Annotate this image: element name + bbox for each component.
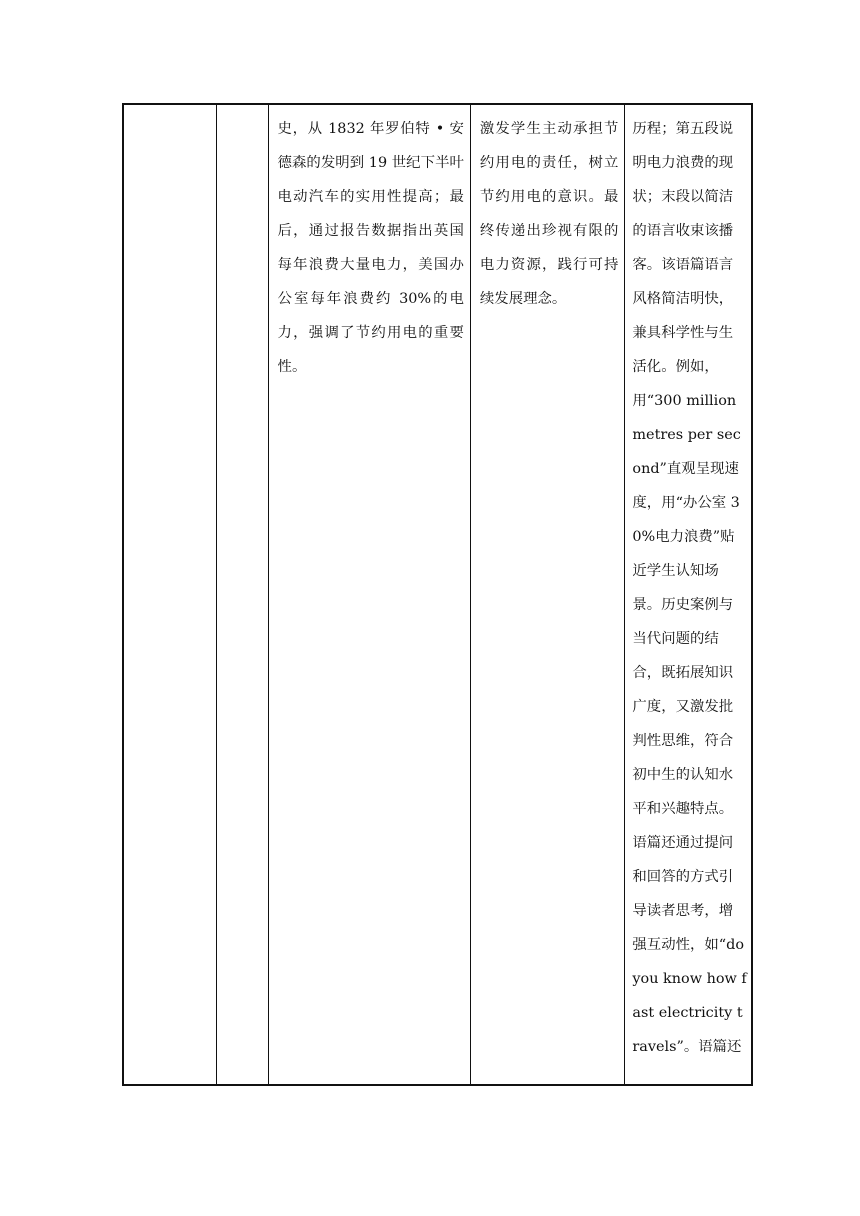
analysis-table xyxy=(122,103,753,1086)
cell-text-col1 xyxy=(124,105,216,112)
theme-meaning-text: 激发学生主动承担节约用电的责任，树立节约用电的意识。最终传递出珍视有限的电力资源，践行可持续发展理念。 xyxy=(479,121,619,307)
table-cell-col2 xyxy=(217,105,269,1084)
table-cell-structure-language xyxy=(625,105,751,1084)
content-summary-text: 史，从 1832 年罗伯特 • 安德森的发明到 19 世纪下半叶电动汽车的实用性提高；最后，通过报告数据指出英国每年浪费大量电力，美国办公室每年浪费约 30%的电力，强调了节约用电的重要性。 xyxy=(277,121,464,375)
structure-language-text: 历程；第五段说明电力浪费的现状；末段以简洁的语言收束该播客。该语篇语言风格简洁明快，兼具科学性与生活化。例如，用“300 million metres per second”直观呈现速度，用“办公室 30%电力浪费”贴近学生认知场景。历史案例与当代问题的结合，既拓展知识广度，又激发批判性思维，符合初中生的认知水平和兴趣特点。语篇还通过提问和回答的方式引导读者思考，增强互动性，如“do you know how fast electricity travels”。语篇还 xyxy=(632,121,747,1055)
cell-text-col2 xyxy=(217,105,268,112)
table-cell-content-summary xyxy=(269,105,471,1084)
table-cell-col1 xyxy=(124,105,217,1084)
table-cell-theme-meaning xyxy=(471,105,626,1084)
